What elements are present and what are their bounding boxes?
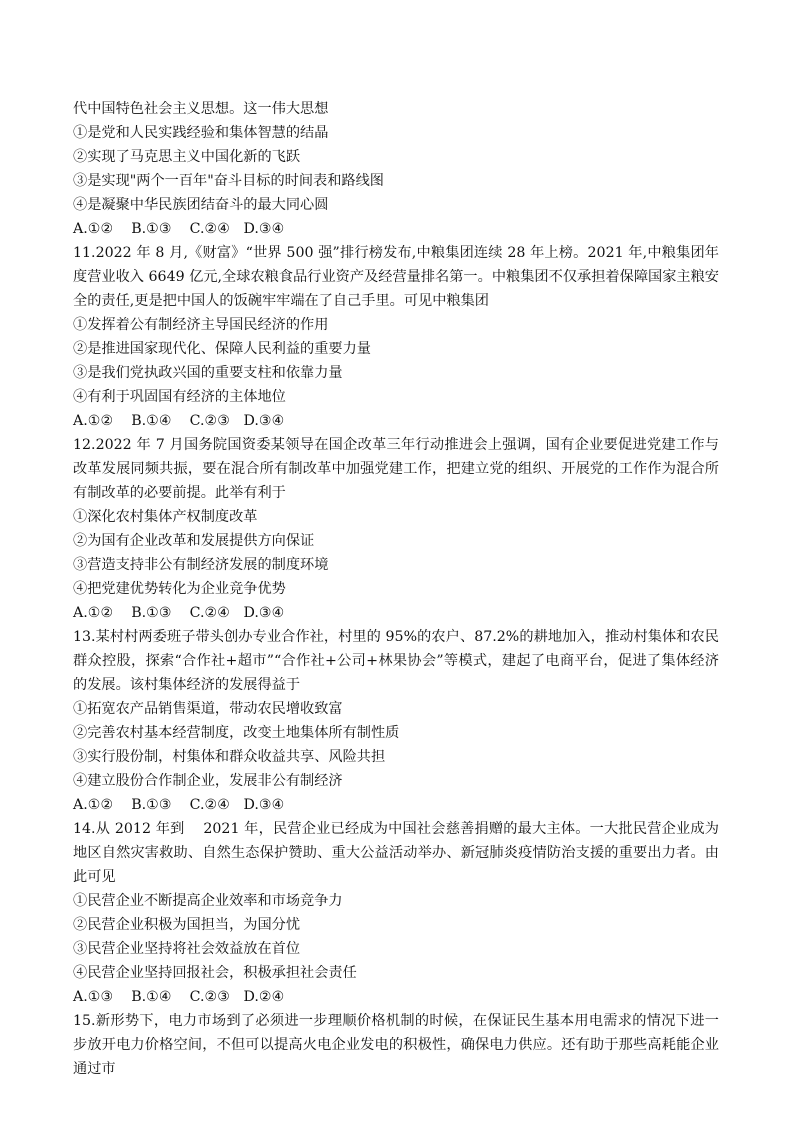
answer-choices: A.①② B.①③ C.②④ D.③④ [73,221,285,237]
answer-choices: A.①② B.①③ C.②④ D.③④ [73,797,285,813]
option-2: ②是推进国家现代化、保障人民利益的重要力量 [73,341,371,357]
option-3: ③是我们党执政兴国的重要支柱和依靠力量 [73,365,343,381]
answer-choices: A.①② B.①④ C.②③ D.③④ [73,413,285,429]
question-stem: 11.2022 年 8 月,《财富》“世界 500 强”排行榜发布,中粮集团连续 28 年上榜。2021 年,中粮集团年度营业收入 6649 亿元,全球农粮食品行业资产及经营量排名第一。中粮集团不仅承担着保障国家主粮安全的责任,更是把中国人的饭碗牢牢端在了自己手里。可见中粮集团 [73,245,719,309]
question-11 [73,241,719,433]
option-3: ③民营企业坚持将社会效益放在首位 [73,941,301,957]
question-15 [73,1009,719,1081]
question-stem: 代中国特色社会主义思想。这一伟大思想 [73,101,329,117]
option-1: ①民营企业不断提高企业效率和市场竞争力 [73,893,343,909]
question-14 [73,817,719,1009]
question-stem: 14.从 2012 年到 2021 年，民营企业已经成为中国社会慈善捐赠的最大主体。一大批民营企业成为地区自然灾害救助、自然生态保护赞助、重大公益活动举办、新冠肺炎疫情防治支援的重要出力者。由此可见 [73,821,719,885]
question-content [73,97,719,1081]
option-4: ④把党建优势转化为企业竞争优势 [73,581,286,597]
option-1: ①是党和人民实践经验和集体智慧的结晶 [73,125,329,141]
question-13 [73,625,719,817]
question-12 [73,433,719,625]
option-3: ③是实现"两个一百年"奋斗目标的时间表和路线图 [73,173,384,189]
option-3: ③营造支持非公有制经济发展的制度环境 [73,557,329,573]
option-1: ①拓宽农产品销售渠道，带动农民增收致富 [73,701,343,717]
option-4: ④民营企业坚持回报社会，积极承担社会责任 [73,965,357,981]
option-3: ③实行股份制，村集体和群众收益共享、风险共担 [73,749,386,765]
option-4: ④是凝聚中华民族团结奋斗的最大同心圆 [73,197,329,213]
question-10-tail [73,97,719,241]
answer-choices: A.①② B.①③ C.②④ D.③④ [73,605,285,621]
option-2: ②民营企业积极为国担当，为国分忧 [73,917,301,933]
option-2: ②实现了马克思主义中国化新的飞跃 [73,149,301,165]
option-4: ④有利于巩固国有经济的主体地位 [73,389,286,405]
answer-choices: A.①③ B.①④ C.②③ D.②④ [73,989,285,1005]
question-stem: 15.新形势下，电力市场到了必须进一步理顺价格机制的时候，在保证民生基本用电需求的情况下进一步放开电力价格空间，不但可以提高火电企业发电的积极性，确保电力供应。还有助于那些高耗能企业通过市 [73,1013,719,1077]
option-1: ①发挥着公有制经济主导国民经济的作用 [73,317,329,333]
option-1: ①深化农村集体产权制度改革 [73,509,258,525]
option-2: ②完善农村基本经营制度，改变土地集体所有制性质 [73,725,400,741]
question-stem: 12.2022 年 7 月国务院国资委某领导在国企改革三年行动推进会上强调，国有企业要促进党建工作与改革发展同频共振，要在混合所有制改革中加强党建工作，把建立党的组织、开展党的工作作为混合所有制改革的必要前提。此举有利于 [73,437,719,501]
option-4: ④建立股份合作制企业，发展非公有制经济 [73,773,343,789]
option-2: ②为国有企业改革和发展提供方向保证 [73,533,315,549]
question-stem: 13.某村村两委班子带头创办专业合作社，村里的 95%的农户、87.2%的耕地加入，推动村集体和农民群众控股，探索“合作社+超市”“合作社+公司+林果协会”等模式，建起了电商平台，促进了集体经济的发展。该村集体经济的发展得益于 [73,629,719,693]
